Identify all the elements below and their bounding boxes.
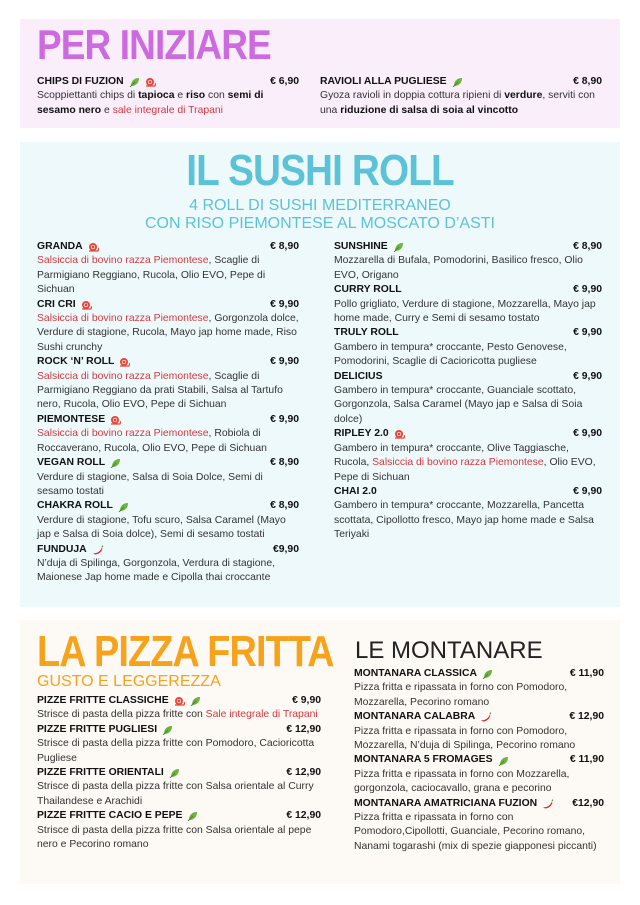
item-description xyxy=(37,708,321,722)
item-price: € 9,90 xyxy=(270,413,299,425)
item-header xyxy=(37,240,299,254)
item-header xyxy=(334,240,602,254)
item-description xyxy=(354,811,604,854)
section-pizza xyxy=(20,620,620,884)
item-name: VEGAN ROLL xyxy=(37,457,106,469)
item-price: € 12,90 xyxy=(286,810,321,822)
description-segment: Verdure di stagione, Tofu scuro, Salsa Caramel (Mayo jap e Salsa di Soia dolce), Semi di sesamo tostati xyxy=(37,514,286,541)
item-name: PIZZE FRITTE PUGLIESI xyxy=(37,723,158,735)
item-price: € 8,90 xyxy=(270,241,299,252)
item-name: RIPLEY 2.0 xyxy=(334,428,389,440)
item-description xyxy=(320,89,602,118)
menu-item xyxy=(37,809,321,852)
item-description xyxy=(37,514,299,543)
description-segment: verdure xyxy=(504,90,543,102)
section-title: LA PIZZA FRITTA xyxy=(37,627,334,676)
leaf-icon xyxy=(190,696,201,706)
item-price: € 9,90 xyxy=(270,298,299,310)
description-segment: , Olio EVO, Pepe di Sichuan xyxy=(334,457,596,483)
menu-item xyxy=(37,766,321,809)
menu-item xyxy=(320,75,602,118)
item-name: MONTANARA 5 FROMAGES xyxy=(354,754,493,766)
item-name: FUNDUJA xyxy=(37,543,87,555)
item-price: € 9,90 xyxy=(573,428,602,440)
item-price: € 11,90 xyxy=(569,754,604,766)
item-price: € 8,90 xyxy=(573,241,602,252)
description-segment: Strisce di pasta della pizza fritte con Salsa orientale al Curry Thailandese e Arachidi xyxy=(37,781,314,807)
item-name: CURRY ROLL xyxy=(334,284,402,296)
description-segment: Pollo grigliato, Verdure di stagione, Mozzarella, Mayo jap home made, Curry e Semi di sesamo tostato xyxy=(334,298,596,325)
item-description xyxy=(334,499,602,542)
item-price: € 9,90 xyxy=(573,284,602,296)
item-price: € 11,90 xyxy=(569,668,604,679)
section-subtitle: GUSTO E LEGGEREZZA xyxy=(37,673,221,690)
item-price: € 12,90 xyxy=(286,723,321,735)
description-segment: Salsiccia di bovino razza Piemontese xyxy=(37,255,209,267)
item-header xyxy=(37,413,299,427)
menu-column xyxy=(354,667,604,854)
leaf-icon xyxy=(498,756,509,766)
item-name: PIZZE FRITTE ORIENTALI xyxy=(37,767,164,779)
description-segment: semi di sesamo nero xyxy=(37,90,264,116)
description-segment: Pizza fritta e ripassata in forno con Mozzarella, gorgonzola, caciocavallo, grana e pecorino xyxy=(354,768,570,795)
description-segment: Pizza fritta e ripassata in forno con Pomodoro,Cipollotti, Guanciale, Pecorino romano, Nanami togarashi (mix di spezie giapponesi piccanti) xyxy=(354,812,597,852)
menu-item xyxy=(37,413,299,456)
item-name: GRANDA xyxy=(37,241,83,252)
description-segment: Sale integrale di Trapani xyxy=(205,709,318,721)
menu-item xyxy=(334,240,602,283)
description-segment: N’duja di Spilinga, Gorgonzola, Verdura di stagione, Maionese Jap home made e Cipolla thai croccante xyxy=(37,557,275,584)
menu-item xyxy=(37,499,299,542)
item-name: CHAI 2.0 xyxy=(334,485,377,497)
item-description xyxy=(354,768,604,797)
item-price: € 8,90 xyxy=(270,500,299,512)
item-price: € 9,90 xyxy=(573,327,602,339)
description-segment: Scoppiettanti chips di xyxy=(37,90,139,102)
snail-icon xyxy=(110,415,121,425)
description-segment: , Robiola di Roccaverano, Rucola, Olio EVO, Pepe di Sichuan xyxy=(37,428,267,454)
menu-column xyxy=(37,75,299,118)
item-name: CHAKRA ROLL xyxy=(37,500,113,512)
section-title-montanare: LE MONTANARE xyxy=(355,637,543,664)
description-segment: Gambero in tempura* croccante, Guanciale scottato, Gorgonzola, Salsa Caramel (Mayo jap e Salsa di Soia dolce) xyxy=(334,385,583,425)
section-per-iniziare xyxy=(20,19,620,128)
leaf-icon xyxy=(393,242,404,252)
item-description xyxy=(37,557,299,586)
item-description xyxy=(334,442,602,485)
section-subtitle: CON RISO PIEMONTESE AL MOSCATO D’ASTI xyxy=(145,215,495,232)
item-name: TRULY ROLL xyxy=(334,327,399,339)
leaf-icon xyxy=(129,77,140,87)
description-segment: riso xyxy=(186,90,206,102)
leaf-icon xyxy=(162,725,173,735)
menu-item xyxy=(334,326,602,369)
item-description xyxy=(37,824,321,853)
item-header xyxy=(334,370,602,384)
menu-column xyxy=(334,240,602,543)
menu-item xyxy=(354,753,604,796)
snail-icon xyxy=(81,300,92,310)
leaf-icon xyxy=(110,458,121,468)
description-segment: Gyoza ravioli in doppia cottura ripieni di xyxy=(320,90,505,102)
item-description xyxy=(334,298,602,327)
description-segment: , Scaglie di Parmigiano Reggiano da prati Stabili, Salsa al Tartufo nero, Rucola, Olio EVO, Pepe di Sichuan xyxy=(37,370,283,411)
menu-item xyxy=(37,75,299,118)
item-price: € 9,90 xyxy=(573,485,602,497)
item-header xyxy=(320,75,602,89)
item-name: MONTANARA AMATRICIANA FUZION xyxy=(354,797,538,809)
item-name: PIZZE FRITTE CACIO E PEPE xyxy=(37,810,183,822)
menu-item xyxy=(37,543,299,586)
item-price: € 9,90 xyxy=(573,370,602,382)
item-description xyxy=(37,471,299,500)
item-price: €12,90 xyxy=(572,797,604,809)
menu-item xyxy=(37,298,299,356)
item-price: € 12,90 xyxy=(569,711,604,723)
menu-item xyxy=(354,667,604,710)
item-header xyxy=(37,499,299,513)
menu-item xyxy=(37,355,299,413)
item-header xyxy=(37,456,299,470)
menu-item xyxy=(37,456,299,499)
description-segment: Strisce di pasta della pizza fritte con xyxy=(37,709,206,721)
description-segment: Strisce di pasta della pizza fritte con Pomodoro, Cacioricotta Pugliese xyxy=(37,738,315,764)
description-segment: riduzione di salsa di soia al vincotto xyxy=(340,104,519,116)
leaf-icon xyxy=(169,768,180,778)
description-segment: Strisce di pasta della pizza fritte con Salsa orientale al pepe nero e Pecorino romano xyxy=(37,824,312,851)
item-name: SUNSHINE xyxy=(334,241,388,252)
item-header xyxy=(334,427,602,441)
item-header xyxy=(37,723,321,737)
item-description xyxy=(37,427,299,456)
item-header xyxy=(354,753,604,767)
menu-item xyxy=(354,710,604,753)
item-description xyxy=(37,780,321,809)
item-description xyxy=(37,370,299,413)
item-header xyxy=(37,766,321,780)
item-name: PIZZE FRITTE CLASSICHE xyxy=(37,695,169,706)
description-segment: con xyxy=(205,90,228,102)
item-header xyxy=(37,809,321,823)
item-header xyxy=(334,485,602,499)
description-segment: Pizza fritta e ripassata in forno con Pomodoro, Mozzarella, N’duja di Spilinga, Pecorino romano xyxy=(354,725,576,752)
item-name: RAVIOLI ALLA PUGLIESE xyxy=(320,76,447,87)
item-description xyxy=(334,341,602,370)
item-price: € 9,90 xyxy=(292,695,321,706)
description-segment: Mozzarella di Bufala, Pomodorini, Basilico fresco, Olio EVO, Origano xyxy=(334,255,583,281)
menu-item xyxy=(37,240,299,298)
item-price: €9,90 xyxy=(272,543,299,555)
leaf-icon xyxy=(452,77,463,87)
leaf-icon xyxy=(187,811,198,821)
section-subtitle: 4 ROLL DI SUSHI MEDITERRANEO xyxy=(189,197,451,214)
item-name: CRI CRI xyxy=(37,298,76,310)
menu-item xyxy=(334,283,602,326)
description-segment: Salsiccia di bovino razza Piemontese xyxy=(37,313,209,325)
menu-item xyxy=(37,723,321,766)
snail-icon xyxy=(145,77,156,87)
description-segment: Pizza fritta e ripassata in forno con Pomodoro, Mozzarella, Pecorino romano xyxy=(354,682,568,708)
section-title: IL SUSHI ROLL xyxy=(186,146,454,195)
item-header xyxy=(37,75,299,89)
chili-icon xyxy=(92,545,103,555)
menu-column xyxy=(37,240,299,586)
item-header xyxy=(37,355,299,369)
menu-item xyxy=(334,485,602,543)
item-description xyxy=(37,89,299,118)
description-segment: e xyxy=(174,90,187,102)
menu-item xyxy=(354,797,604,855)
description-segment: sale integrale di Trapani xyxy=(112,104,223,116)
menu-item xyxy=(334,427,602,485)
description-segment: , Gorgonzola dolce, Verdure di stagione, Rucola, Mayo jap home made, Riso Sushi crunchy xyxy=(37,313,299,353)
item-description xyxy=(334,254,602,283)
item-header xyxy=(37,298,299,312)
item-price: € 9,90 xyxy=(270,356,299,368)
item-name: PIEMONTESE xyxy=(37,413,106,425)
menu-column xyxy=(320,75,602,118)
description-segment: tapioca xyxy=(138,90,175,102)
item-description xyxy=(37,312,299,355)
item-price: € 6,90 xyxy=(270,76,299,87)
description-segment: Verdure di stagione, Salsa di Soia Dolce, Semi di sesamo tostati xyxy=(37,471,263,497)
item-price: € 8,90 xyxy=(270,457,299,469)
snail-icon xyxy=(88,242,99,252)
chili-icon xyxy=(542,799,553,809)
description-segment: Gambero in tempura* croccante, Olive Taggiasche, Rucola, xyxy=(334,442,569,469)
item-header xyxy=(37,694,321,708)
item-header xyxy=(354,667,604,681)
leaf-icon xyxy=(118,502,129,512)
description-segment: Salsiccia di bovino razza Piemontese xyxy=(372,457,544,469)
description-segment: Gambero in tempura* croccante, Pesto Genovese, Pomodorini, Scaglie di Cacioricotta pugliese xyxy=(334,341,567,368)
snail-icon xyxy=(174,696,185,706)
description-segment: , serviti con una xyxy=(320,90,595,116)
description-segment: , Scaglie di Parmigiano Reggiano, Rucola, Olio EVO, Pepe di Sichuan xyxy=(37,255,266,296)
description-segment: Salsiccia di bovino razza Piemontese xyxy=(37,370,209,382)
item-price: € 12,90 xyxy=(286,767,321,779)
leaf-icon xyxy=(482,669,493,679)
item-description xyxy=(37,254,299,297)
item-price: € 8,90 xyxy=(573,76,602,87)
description-segment: Gambero in tempura* croccante, Mozzarella, Pancetta scottata, Cipollotto fresco, Mayo jap home made e Salsa Teriyaki xyxy=(334,500,594,541)
item-name: MONTANARA CLASSICA xyxy=(354,668,477,679)
item-name: DELICIUS xyxy=(334,370,383,382)
description-segment: Salsiccia di bovino razza Piemontese xyxy=(37,428,209,440)
item-name: ROCK ‘N’ ROLL xyxy=(37,356,115,368)
item-header xyxy=(354,797,604,811)
item-description xyxy=(334,384,602,427)
section-title: PER INIZIARE xyxy=(37,21,271,68)
item-description xyxy=(354,681,604,710)
item-description xyxy=(354,725,604,754)
item-header xyxy=(354,710,604,724)
section-sushi-roll xyxy=(20,142,620,607)
item-header xyxy=(334,283,602,297)
menu-item xyxy=(334,370,602,428)
menu-item xyxy=(37,694,321,723)
item-name: MONTANARA CALABRA xyxy=(354,711,476,723)
item-name: CHIPS DI FUZION xyxy=(37,76,124,87)
snail-icon xyxy=(119,357,130,367)
item-description xyxy=(37,737,321,766)
menu-column xyxy=(37,694,321,852)
chili-icon xyxy=(480,712,491,722)
item-header xyxy=(334,326,602,340)
snail-icon xyxy=(394,429,405,439)
item-header xyxy=(37,543,299,557)
description-segment: e xyxy=(101,104,113,116)
